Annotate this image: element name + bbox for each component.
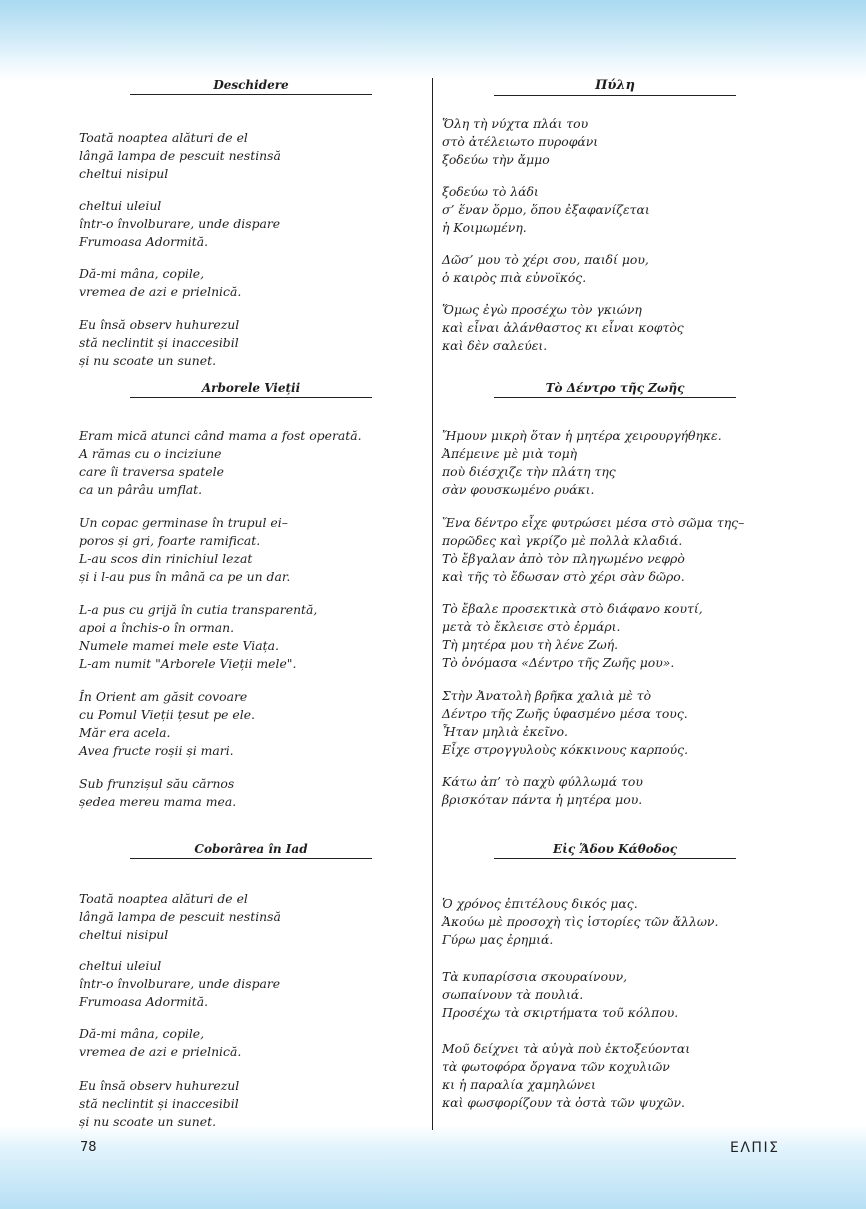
- poem-line: Γύρω μας ἐρημιά.: [442, 932, 554, 947]
- poem-line: ἡ Κοιμωμένη.: [442, 220, 527, 235]
- column-divider: [432, 78, 433, 1130]
- poem-title: Πύλη: [494, 78, 736, 96]
- stanza: [442, 301, 684, 355]
- stanza: [79, 316, 239, 370]
- poem-line: vremea de azi e prielnică.: [79, 1044, 242, 1059]
- poem-line: În Orient am găsit covoare: [79, 689, 248, 704]
- poem-title: Εἰς Ἅδου Κάθοδος: [494, 842, 736, 859]
- stanza: [442, 1040, 690, 1112]
- poem-line: Frumoasa Adormită.: [79, 234, 209, 249]
- running-head: ΕΛΠΙΣ: [730, 1140, 780, 1156]
- poem-line: cheltui uleiul: [79, 958, 162, 973]
- poem-line: și i l-au pus în mână ca pe un dar.: [79, 569, 291, 584]
- poem-line: καὶ φωσφορίζουν τὰ ὀστὰ τῶν ψυχῶν.: [442, 1095, 685, 1110]
- poem-line: L-au scos din rinichiul lezat: [79, 551, 253, 566]
- stanza: [79, 265, 241, 301]
- poem-line: stă neclintit și inaccesibil: [79, 335, 239, 350]
- poem-line: Δέντρο τῆς Ζωῆς ὑφασμένο μέσα τους.: [442, 706, 688, 721]
- poem-line: într-o învolburare, unde dispare: [79, 216, 281, 231]
- poem-line: Eram mică atunci când mama a fost operată.: [79, 428, 362, 443]
- stanza: [442, 895, 718, 949]
- poem-line: și nu scoate un sunet.: [79, 353, 217, 368]
- poem-line: Ἦταν μηλιὰ ἐκεῖνο.: [442, 724, 568, 739]
- poem-line: cheltui nisipul: [79, 927, 169, 942]
- poem-line: apoi a închis-o în orman.: [79, 620, 235, 635]
- stanza: [79, 427, 362, 499]
- poem-line: L-am numit "Arborele Vieții mele".: [79, 656, 297, 671]
- poem-line: σ’ ἕναν ὅρμο, ὅπου ἐξαφανίζεται: [442, 202, 650, 217]
- poem-line: Τὸ ἔβγαλαν ἀπὸ τὸν πληγωμένο νεφρὸ: [442, 551, 685, 566]
- poem-line: L-a pus cu grijă în cutia transparentă,: [79, 602, 318, 617]
- poem-line: ξοδεύω τὸ λάδι: [442, 184, 539, 199]
- poem-line: cu Pomul Vieții țesut pe ele.: [79, 707, 255, 722]
- poem-line: care îi traversa spatele: [79, 464, 224, 479]
- poem-line: Ὅλη τὴ νύχτα πλάι του: [442, 116, 589, 131]
- poem-line: lângă lampa de pescuit nestinsă: [79, 909, 281, 924]
- poem-line: Avea fructe roșii și mari.: [79, 743, 234, 758]
- stanza: [79, 197, 280, 251]
- stanza: [79, 129, 281, 183]
- poem-line: vremea de azi e prielnică.: [79, 284, 242, 299]
- poem-line: Toată noaptea alături de el: [79, 891, 248, 906]
- poem-line: poros și gri, foarte ramificat.: [79, 533, 261, 548]
- stanza: [79, 775, 236, 811]
- stanza: [79, 1025, 241, 1061]
- poem-line: Numele mamei mele este Viața.: [79, 638, 279, 653]
- poem-line: Dă-mi mâna, copile,: [79, 1026, 205, 1041]
- stanza: [79, 957, 280, 1011]
- stanza: [442, 600, 703, 672]
- stanza: [442, 687, 688, 759]
- poem-line: Ὅμως ἐγὼ προσέχω τὸν γκιώνη: [442, 302, 642, 317]
- poem-line: cheltui nisipul: [79, 166, 169, 181]
- poem-line: Ἀπέμεινε μὲ μιὰ τομὴ: [442, 446, 578, 461]
- poem-line: Εἶχε στρογγυλοὺς κόκκινους καρπούς.: [442, 742, 689, 757]
- poem-line: Eu însă observ huhurezul: [79, 1078, 240, 1093]
- stanza: [442, 773, 643, 809]
- poem-line: σωπαίνουν τὰ πουλιά.: [442, 987, 584, 1002]
- poem-line: Τὴ μητέρα μου τὴ λένε Ζωή.: [442, 637, 619, 652]
- poem-line: Δῶσ’ μου τὸ χέρι σου, παιδί μου,: [442, 252, 649, 267]
- poem-line: κι ἡ παραλία χαμηλώνει: [442, 1077, 596, 1092]
- poem-line: Măr era acela.: [79, 725, 171, 740]
- stanza: [442, 115, 598, 169]
- poem-line: ποὺ διέσχιζε τὴν πλάτη της: [442, 464, 616, 479]
- poem-line: πορῶδες καὶ γκρίζο μὲ πολλὰ κλαδιά.: [442, 533, 683, 548]
- poem-line: Frumoasa Adormită.: [79, 994, 209, 1009]
- stanza: [442, 251, 649, 287]
- poem-line: Dă-mi mâna, copile,: [79, 266, 205, 281]
- poem-line: stă neclintit și inaccesibil: [79, 1096, 239, 1111]
- poem-line: στὸ ἀτέλειωτο πυροφάνι: [442, 134, 599, 149]
- poem-line: Toată noaptea alături de el: [79, 130, 248, 145]
- poem-line: μετὰ τὸ ἔκλεισε στὸ ἐρμάρι.: [442, 619, 621, 634]
- poem-line: τὰ φωτοφόρα ὄργανα τῶν κοχυλιῶν: [442, 1059, 670, 1074]
- top-gradient-band: [0, 0, 866, 80]
- poem-line: καὶ δὲν σαλεύει.: [442, 338, 548, 353]
- stanza: [442, 183, 650, 237]
- stanza: [79, 890, 281, 944]
- poem-line: Τὰ κυπαρίσσια σκουραίνουν,: [442, 969, 628, 984]
- poem-line: Eu însă observ huhurezul: [79, 317, 240, 332]
- poem-line: Un copac germinase în trupul ei–: [79, 515, 288, 530]
- poem-line: A rămas cu o inciziune: [79, 446, 222, 461]
- poem-line: Τὸ ἔβαλε προσεκτικὰ στὸ διάφανο κουτί,: [442, 601, 703, 616]
- poem-line: ca un pârâu umflat.: [79, 482, 203, 497]
- poem-line: καὶ εἶναι ἀλάνθαστος κι εἶναι κοφτὸς: [442, 320, 684, 335]
- stanza: [79, 601, 317, 673]
- poem-line: Τὸ ὀνόμασα «Δέντρο τῆς Ζωῆς μου».: [442, 655, 675, 670]
- poem-title: Coborârea în Iad: [130, 842, 372, 859]
- poem-line: ὁ καιρὸς πιὰ εὐνοϊκός.: [442, 270, 587, 285]
- poem-line: Ἕνα δέντρο εἶχε φυτρώσει μέσα στὸ σῶμα της–: [442, 515, 745, 530]
- poem-line: Προσέχω τὰ σκιρτήματα τοῦ κόλπου.: [442, 1005, 679, 1020]
- bottom-gradient-band: [0, 1125, 866, 1209]
- poem-title: Τὸ Δέντρο τῆς Ζωῆς: [494, 381, 736, 398]
- stanza: [442, 427, 722, 499]
- poem-line: σὰν φουσκωμένο ρυάκι.: [442, 482, 595, 497]
- poem-title: Deschidere: [130, 78, 372, 95]
- poem-line: Μοῦ δείχνει τὰ αὐγὰ ποὺ ἐκτοξεύονται: [442, 1041, 691, 1056]
- poem-title: Arborele Vieții: [130, 381, 372, 398]
- page-number: 78: [80, 1140, 97, 1155]
- poem-line: într-o învolburare, unde dispare: [79, 976, 281, 991]
- poem-line: Ὁ χρόνος ἐπιτέλους δικός μας.: [442, 896, 638, 911]
- stanza: [79, 688, 255, 760]
- poem-line: și nu scoate un sunet.: [79, 1114, 217, 1129]
- poem-line: Sub frunzișul său cărnos: [79, 776, 235, 791]
- stanza: [442, 514, 744, 586]
- poem-line: Ἀκούω μὲ προσοχὴ τὶς ἱστορίες τῶν ἄλλων.: [442, 914, 719, 929]
- poem-line: ξοδεύω τὴν ἄμμο: [442, 152, 550, 167]
- poem-line: ședea mereu mama mea.: [79, 794, 237, 809]
- poem-line: cheltui uleiul: [79, 198, 162, 213]
- stanza: [79, 1077, 239, 1131]
- poem-line: Ἤμουν μικρὴ ὅταν ἡ μητέρα χειρουργήθηκε.: [442, 428, 722, 443]
- poem-line: βρισκόταν πάντα ἡ μητέρα μου.: [442, 792, 643, 807]
- poem-line: lângă lampa de pescuit nestinsă: [79, 148, 281, 163]
- stanza: [79, 514, 290, 586]
- poem-line: καὶ τῆς τὸ ἔδωσαν στὸ χέρι σὰν δῶρο.: [442, 569, 685, 584]
- stanza: [442, 968, 678, 1022]
- poem-line: Κάτω ἀπ’ τὸ παχὺ φύλλωμά του: [442, 774, 643, 789]
- poem-line: Στὴν Ἀνατολὴ βρῆκα χαλιὰ μὲ τὸ: [442, 688, 652, 703]
